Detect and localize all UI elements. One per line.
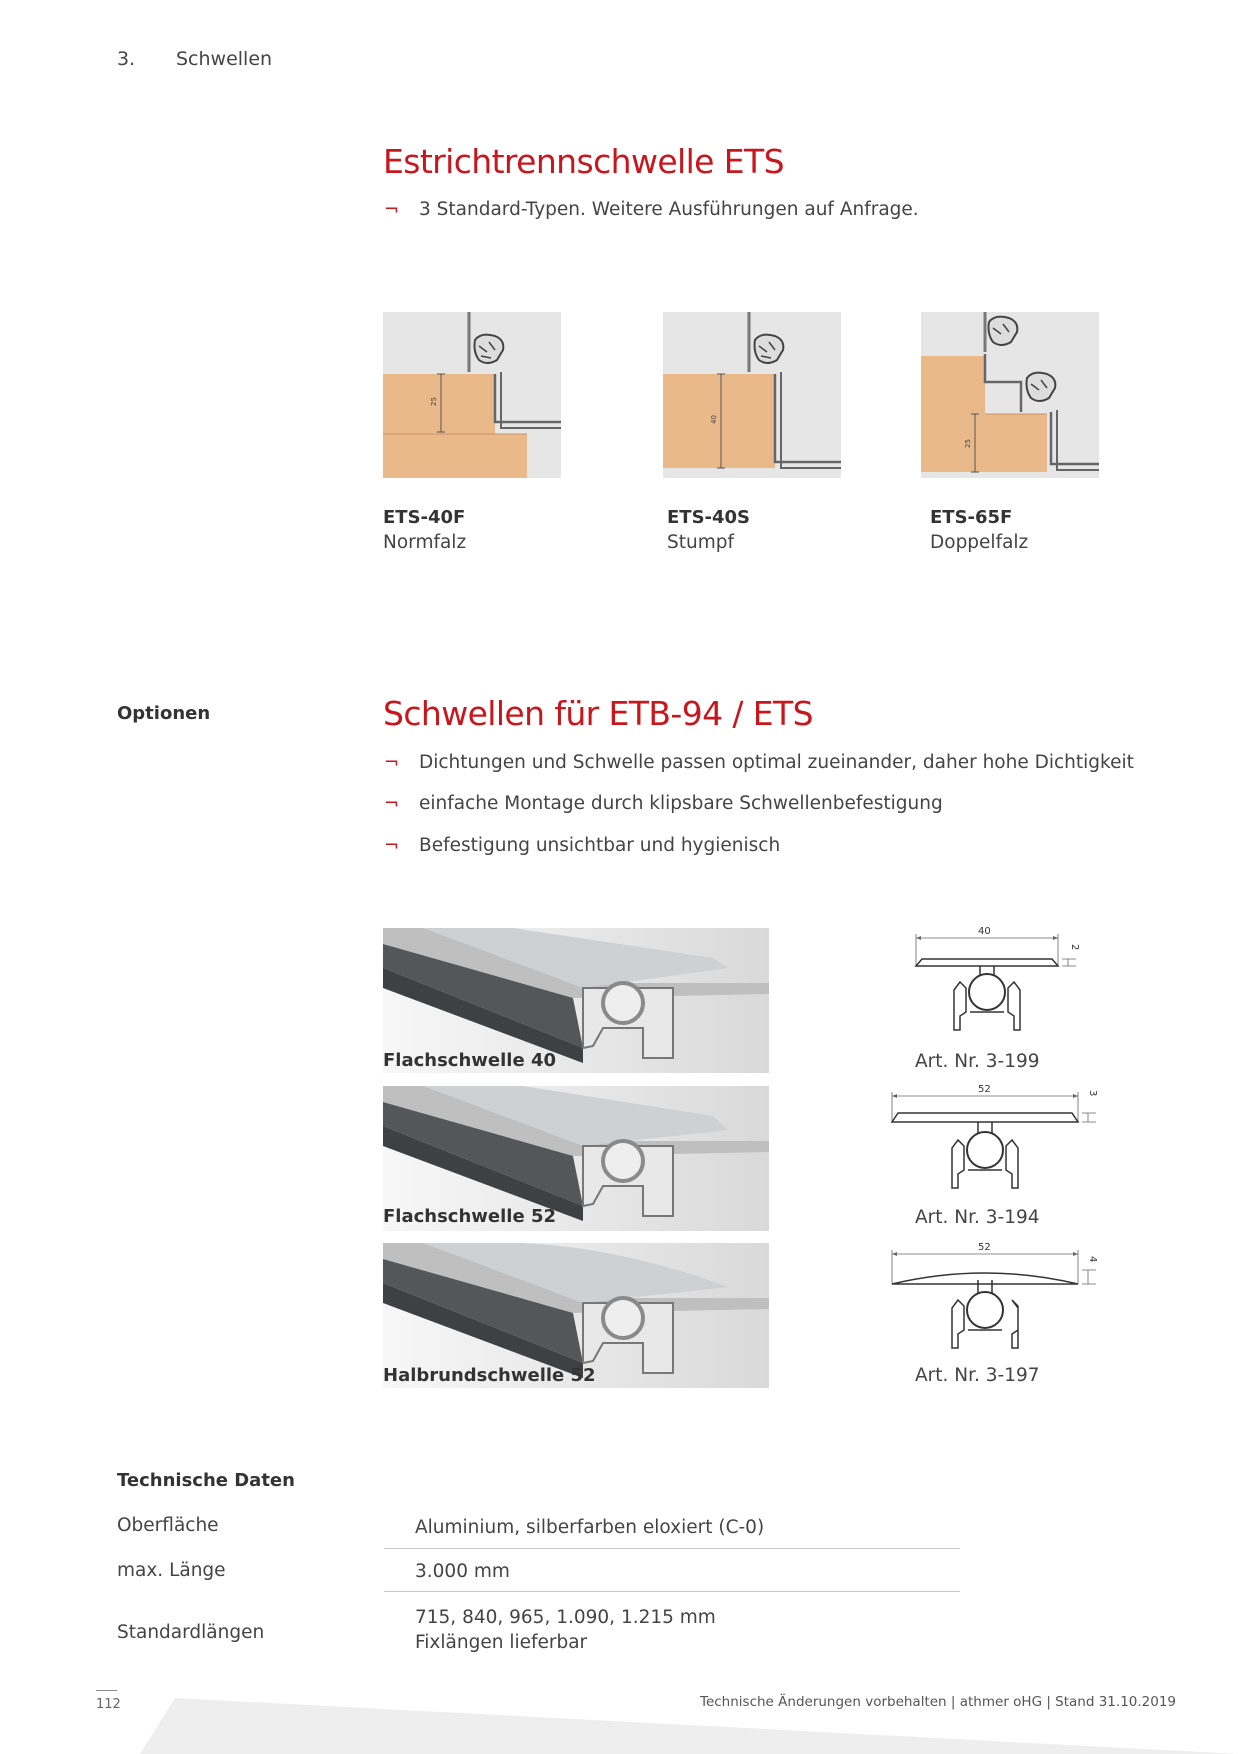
flachschwelle-52-profile [888,1082,1098,1204]
options-bullet-text: Befestigung unsichtbar und hygienisch [419,835,781,856]
options-bullet-text: einfache Montage durch klipsbare Schwellenbefestigung [419,793,943,814]
flachschwelle-52-caption: Flachschwelle 52 [383,1206,556,1227]
ets-40s-dim: 40 [710,415,718,424]
section-number: 3. [117,48,136,70]
options-title: Schwellen für ETB-94 / ETS [383,694,813,733]
tech-title: Technische Daten [117,1470,295,1491]
ets-40f-code: ETS-40F [383,507,466,528]
flachschwelle-40-width-dim: 40 [978,926,991,937]
page-number: 112 [96,1697,121,1712]
halbrundschwelle-52-profile [888,1240,1098,1362]
ets-40s-section-icon [663,312,841,478]
ets-65f-code: ETS-65F [930,507,1013,528]
bullet-mark-icon: ¬ [384,835,400,856]
tech-label-standardlaengen: Standardlängen [117,1622,265,1643]
ets-40s-drawing [663,312,841,478]
tech-label-max-laenge: max. Länge [117,1560,226,1581]
section-name: Schwellen [176,48,273,70]
tech-value-standardlaengen-line2: Fixlängen lieferbar [415,1632,588,1653]
tech-value-oberflaeche: Aluminium, silberfarben eloxiert (C-0) [415,1517,765,1538]
ets-65f-section-icon [921,312,1099,478]
options-side-label: Optionen [117,703,211,724]
flachschwelle-40-profile [900,922,1090,1044]
ets-65f-dim: 25 [964,439,972,448]
ets-40f-dim: 25 [430,397,438,406]
options-bullet [384,752,1134,773]
flachschwelle-40-caption: Flachschwelle 40 [383,1050,556,1071]
flachschwelle-52-art-nr: Art. Nr. 3-194 [915,1207,1040,1228]
tech-value-max-laenge: 3.000 mm [415,1561,510,1582]
halbrundschwelle-52-profile-icon [888,1240,1098,1358]
tech-divider [384,1548,960,1549]
flachschwelle-40-height-dim: 2 [1069,944,1080,951]
flachschwelle-52-profile-icon [888,1082,1098,1200]
bullet-mark-icon: ¬ [384,199,400,220]
ets-bullet-text: 3 Standard-Typen. Weitere Ausführungen auf Anfrage. [419,199,919,220]
bullet-mark-icon: ¬ [384,793,400,814]
flachschwelle-52-width-dim: 52 [978,1084,991,1095]
footer-text: Technische Änderungen vorbehalten | athmer oHG | Stand 31.10.2019 [700,1694,1177,1710]
footer-rule [96,1690,117,1691]
flachschwelle-40-art-nr: Art. Nr. 3-199 [915,1051,1040,1072]
ets-65f-desc: Doppelfalz [930,532,1029,553]
ets-40s-code: ETS-40S [667,507,751,528]
ets-40f-desc: Normfalz [383,532,467,553]
ets-bullet [384,199,919,220]
flachschwelle-40-profile-icon [900,922,1090,1040]
halbrundschwelle-52-width-dim: 52 [978,1242,991,1253]
halbrundschwelle-52-art-nr: Art. Nr. 3-197 [915,1365,1040,1386]
ets-40f-drawing [383,312,561,478]
halbrundschwelle-52-caption: Halbrundschwelle 52 [383,1365,596,1386]
tech-value-standardlaengen-line1: 715, 840, 965, 1.090, 1.215 mm [415,1607,716,1628]
ets-40f-section-icon [383,312,561,478]
options-bullet [384,835,780,856]
tech-label-oberflaeche: Oberfläche [117,1515,219,1536]
tech-divider [384,1591,960,1592]
halbrundschwelle-52-height-dim: 4 [1087,1256,1098,1263]
ets-title: Estrichtrennschwelle ETS [383,142,784,181]
ets-65f-drawing [921,312,1099,478]
flachschwelle-52-height-dim: 3 [1087,1090,1098,1097]
tech-value-standardlaengen [415,1605,716,1655]
ets-40s-desc: Stumpf [667,532,734,553]
bullet-mark-icon: ¬ [384,752,400,773]
options-bullet [384,793,943,814]
options-bullet-text: Dichtungen und Schwelle passen optimal zueinander, daher hohe Dichtigkeit [419,752,1134,773]
